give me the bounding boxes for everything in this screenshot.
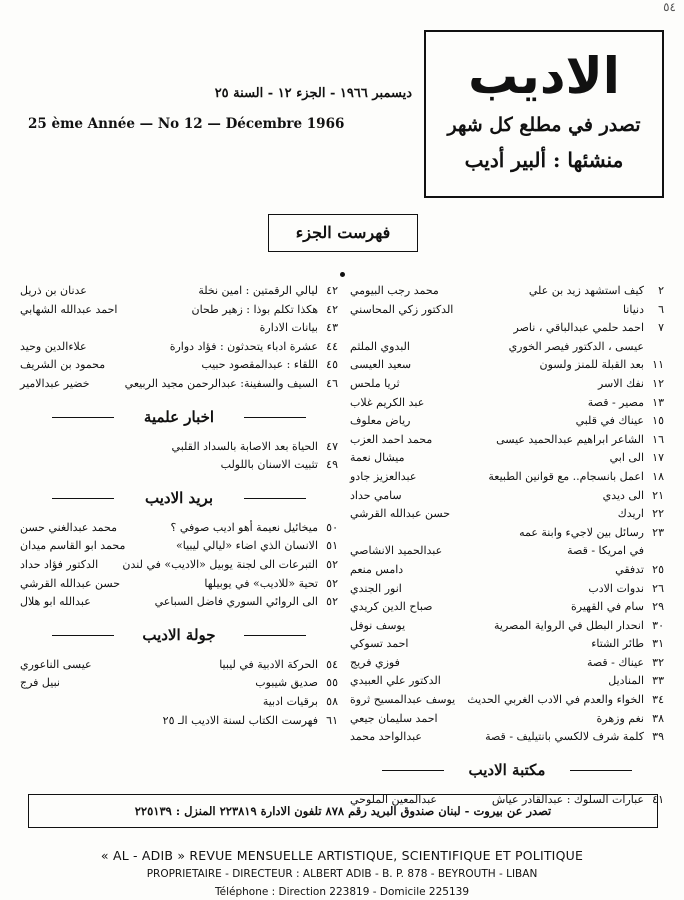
toc-entry: [20, 693, 338, 712]
toc-entry: [20, 593, 338, 612]
issue-line-french: 25 ème Année — No 12 — Décembre 1966: [28, 116, 345, 132]
toc-entry: [350, 394, 664, 413]
toc-entry-page-number: ٢٦: [652, 581, 664, 595]
toc-entry-title: في امريكا - قصة: [567, 544, 644, 558]
toc-entry-author: فوزي فريج: [350, 655, 400, 669]
toc-entry: [20, 375, 338, 394]
toc-entry-title: الى ديدي: [602, 488, 644, 502]
toc-entry: [20, 674, 338, 693]
toc-entry-page-number: ٢: [658, 284, 664, 297]
science-heading: اخبار علمية: [20, 402, 338, 432]
toc-entry-title: بيانات الادارة: [259, 321, 318, 335]
toc-entry: [350, 728, 664, 747]
masthead-box: [424, 30, 664, 198]
toc-entry-author: انور الجندي: [350, 581, 402, 595]
toc-entry-author: حسن عبدالله القرشي: [20, 576, 121, 590]
publisher-address-bar: تصدر عن بيروت - لبنان صندوق البريد رقم ٨٧٨ تلفون الادارة ٢٢٣٨١٩ المنزل : ٢٢٥١٣٩: [28, 794, 658, 828]
toc-entry-author: عبدالعزيز جادو: [350, 469, 417, 483]
toc-entry-title: اللقاء : عبدالمقصود حبيب: [201, 358, 318, 372]
toc-entry-author: يوسف عبدالمسيح ثروة: [350, 693, 456, 707]
toc-entry: [20, 575, 338, 594]
toc-entry: [350, 561, 664, 580]
toc-entry-page-number: ٥٤: [326, 657, 338, 671]
toc-entry-author: خضير عبدالامير: [20, 376, 90, 390]
toc-entry-title: اعمل بانسجام.. مع قوانين الطبيعة: [488, 469, 644, 483]
toc-entry-author: محمد رجب البيومي: [350, 284, 439, 297]
toc-entry-title: تثبيت الاسنان باللولب: [220, 458, 318, 472]
toc-entry: [350, 431, 664, 450]
toc-entry: [20, 301, 338, 320]
toc-entry-title: عبارات السلوك : عبدالقادر عياش: [491, 792, 644, 806]
toc-entry-title: كيف استشهد زيد بن علي: [528, 284, 644, 297]
toc-entry-page-number: ٣٤: [652, 693, 664, 707]
toc-entry-title: ليالي الرقمتين : امين نخلة: [198, 284, 318, 297]
toc-entry-author: محمود بن الشريف: [20, 358, 106, 372]
masthead-title: الاديب: [468, 47, 620, 105]
toc-entry-title: فهرست الكتاب لسنة الاديب الـ ٢٥: [162, 713, 318, 727]
issue-line-arabic: ديسمبر ١٩٦٦ - الجزء ١٢ - السنة ٢٥: [214, 86, 412, 101]
toc-entry-title: صديق شيبوب: [255, 676, 318, 690]
toc-entry-page-number: ١١: [652, 358, 664, 372]
toc-entry-page-number: ٦: [658, 302, 664, 316]
toc-entry-author: دامس منعم: [350, 562, 404, 576]
toc-entry-title: الحركة الادبية في ليبيا: [219, 657, 318, 671]
toc-entry: [350, 654, 664, 673]
toc-entry: [20, 537, 338, 556]
toc-entry-author: محمد عبدالغني حسن: [20, 520, 117, 534]
toc-entry-title: عيناك - قصة: [586, 655, 644, 669]
toc-entry-author: الدكتور زكي المحاسني: [350, 302, 454, 316]
toc-entry: [350, 542, 664, 561]
toc-entry-page-number: ١٦: [652, 432, 664, 446]
toc-entry-page-number: ٤٢: [326, 284, 338, 297]
toc-entry-page-number: ٤٣: [326, 321, 338, 335]
toc-entry-title: الحياة بعد الاصابة بالسداد القلبي: [171, 439, 318, 453]
toc-entry-page-number: ٥٠: [326, 520, 338, 534]
toc-entry-title: تدفقي: [615, 562, 644, 576]
toc-entry-title: الانسان الذي اضاء «ليالي ليبيا»: [176, 539, 318, 553]
toc-entry: [350, 468, 664, 487]
toc-entry-page-number: ٥٨: [326, 694, 338, 708]
toc-entry-title: التبرعات الى لجنة يوبيل «الاديب» في لندن: [122, 557, 318, 571]
toc-entry-page-number: ٣٠: [652, 618, 664, 632]
toc-entry: [350, 487, 664, 506]
toc-entry-author: الدكتور فؤاد حداد: [20, 557, 99, 571]
toc-entry-title: سام في القهيرة: [571, 600, 644, 614]
library-heading: مكتبة الاديب: [350, 755, 664, 785]
toc-entry-page-number: ١٨: [652, 469, 664, 483]
toc-entry-page-number: ٤٩: [326, 458, 338, 472]
toc-entry-title: نفك الاسر: [597, 376, 644, 390]
toc-entry-page-number: ٢٢: [652, 507, 664, 521]
toc-entry-title: مصير - قصة: [587, 395, 644, 409]
toc-entry-author: يوسف نوفل: [350, 618, 406, 632]
toc-entry: [350, 598, 664, 617]
toc-entry: [350, 635, 664, 654]
toc-entry-page-number: ٦١: [326, 713, 338, 727]
toc-entry: [350, 338, 664, 357]
toc-entry: [350, 505, 664, 524]
toc-entry-title: ندوات الادب: [588, 581, 644, 595]
toc-entry-author: عبدالله ابو هلال: [20, 595, 91, 609]
mail-entries: [20, 519, 338, 612]
footer-magazine-line: « AL - ADIB » REVUE MENSUELLE ARTISTIQUE, SCIENTIFIQUE ET POLITIQUE: [100, 848, 584, 863]
toc-entry: [20, 656, 338, 675]
toc-title: فهرست الجزء: [268, 214, 418, 252]
toc-entry-page-number: ١٢: [652, 376, 664, 390]
toc-entry-title: احمد حلمي عبدالباقي ، ناصر: [513, 321, 644, 335]
toc-entry-title: بعد القبلة للمنز ولسون: [539, 358, 644, 372]
toc-entry-page-number: ٣٢: [652, 655, 664, 669]
toc-entry-author: ميشال نعمة: [350, 451, 405, 465]
toc-entry-page-number: ٣٣: [652, 674, 664, 688]
toc-entry-author: الدكتور علي العبيدي: [350, 674, 441, 688]
toc-right-column: [350, 282, 664, 809]
toc-entry-title: ميخائيل نعيمة أهو اديب صوفي ؟: [170, 520, 318, 534]
toc-entry-title: عيسى ، الدكتور فيصر الخوري: [508, 339, 644, 353]
toc-entry-author: احمد عبدالله الشهابي: [20, 302, 118, 316]
toc-entry-page-number: ١٧: [652, 451, 664, 465]
toc-entry-author: حسن عبدالله القرشي: [350, 507, 451, 521]
toc-entry-title: انحدار البطل في الرواية المصرية: [494, 618, 644, 632]
toc-entry-page-number: ٢٣: [652, 525, 664, 539]
toc-entry-title: دنيانا: [622, 302, 644, 316]
page-corner-mark: ٥٤: [663, 0, 676, 14]
toc-entry: [350, 524, 664, 543]
toc-entry: [20, 319, 338, 338]
toc-entry-page-number: ١٣: [652, 395, 664, 409]
toc-entry: [350, 356, 664, 375]
tour-entries: [20, 656, 338, 730]
footer-telephone-line: Téléphone : Direction 223819 - Domicile 225139: [215, 886, 469, 898]
toc-entry-title: الخواء والعدم في الادب الغربي الحديث: [467, 693, 644, 707]
toc-entry: [20, 519, 338, 538]
toc-entry: [350, 580, 664, 599]
toc-entry-author: رياض معلوف: [350, 414, 411, 428]
toc-entry-title: برقيات ادبية: [262, 694, 318, 708]
toc-entry-title: نغم وزهرة: [596, 711, 644, 725]
mail-heading: بريد الاديب: [20, 483, 338, 513]
toc-entry: [350, 301, 664, 320]
toc-entry: [350, 412, 664, 431]
toc-entry-title: عيناك في قلبي: [575, 414, 644, 428]
toc-entry-title: الشاعر ابراهيم عبدالحميد عيسى: [496, 432, 644, 446]
toc-entry-author: احمد سليمان جيعي: [350, 711, 438, 725]
toc-entry-author: عبدالحميد الانشاصي: [350, 544, 443, 558]
science-entries: [20, 438, 338, 475]
footer-director-line: PROPRIETAIRE - DIRECTEUR : ALBERT ADIB - B. P. 878 - BEYROUTH - LIBAN: [146, 868, 538, 880]
toc-entry-title: الى ابي: [609, 451, 644, 465]
toc-entry-title: المناديل: [608, 674, 644, 688]
toc-entry: [20, 282, 338, 301]
toc-entry-title: كلمة شرف لالكسي بانتيليف - قصة: [485, 730, 644, 744]
toc-entry-page-number: ٥١: [326, 539, 338, 553]
toc-entry-title: رسائل بين لاجيء وابنة عمه: [519, 525, 644, 539]
toc-entry-author: ثريا ملحس: [350, 376, 400, 390]
toc-entry-page-number: ٥٢: [326, 576, 338, 590]
toc-entry-page-number: ٤١: [652, 792, 664, 806]
toc-entry: [20, 456, 338, 475]
toc-entry-author: محمد ابو القاسم ميدان: [20, 539, 126, 553]
toc-entry-title: السيف والسفينة: عبدالرحمن مجيد الربيعي: [124, 376, 318, 390]
toc-entry: [20, 356, 338, 375]
toc-entry-author: صباح الدين كريدي: [350, 600, 433, 614]
toc-entry-title: هكذا تكلم بوذا : زهير طحان: [191, 302, 318, 316]
toc-entry-author: عدنان بن ذريل: [20, 284, 87, 297]
masthead-owner: منشئها : ألبير أديب: [464, 148, 624, 172]
toc-entry-page-number: ٢٩: [652, 600, 664, 614]
toc-entry: [20, 338, 338, 357]
toc-entry-author: سامي حداد: [350, 488, 402, 502]
toc-entry-title: تحية «للاديب» في يوبيلها: [204, 576, 318, 590]
toc-entry-author: عبدالواحد محمد: [350, 730, 422, 744]
toc-left-column: [20, 282, 338, 730]
toc-entry-page-number: ٢١: [652, 488, 664, 502]
toc-entry-author: عبد الكريم غلاب: [350, 395, 425, 409]
toc-entry-page-number: ٤٥: [326, 358, 338, 372]
tour-heading: جولة الاديب: [20, 620, 338, 650]
toc-entry-page-number: ٤٧: [326, 439, 338, 453]
toc-entry-page-number: ٤٢: [326, 302, 338, 316]
toc-entry-page-number: ٥٢: [326, 595, 338, 609]
toc-left-entries: [20, 282, 338, 394]
toc-entry: [350, 710, 664, 729]
toc-entry-author: احمد تسوكي: [350, 637, 409, 651]
toc-entry-author: عيسى الناعوري: [20, 657, 92, 671]
toc-entry: [350, 672, 664, 691]
masthead-subtitle: تصدر في مطلع كل شهر: [447, 114, 641, 136]
toc-entry: [350, 282, 664, 301]
toc-entry-page-number: ٣٩: [652, 730, 664, 744]
toc-entry: [20, 556, 338, 575]
toc-entry-author: عبدالمعين الملوحي: [350, 792, 437, 806]
toc-entry-page-number: ٤٦: [326, 376, 338, 390]
toc-entry: [350, 617, 664, 636]
toc-entry-title: طائر الشتاء: [591, 637, 644, 651]
toc-entry-title: اريدك: [617, 507, 644, 521]
toc-entry: [20, 438, 338, 457]
toc-entry: [350, 319, 664, 338]
toc-entry-page-number: ٣٨: [652, 711, 664, 725]
toc-entry-author: محمد احمد العزب: [350, 432, 433, 446]
toc-entry-page-number: ١٥: [652, 414, 664, 428]
toc-entry-author: نبيل فرج: [20, 676, 60, 690]
toc-entry: [350, 691, 664, 710]
toc-entry: [20, 712, 338, 731]
toc-entry: [350, 375, 664, 394]
toc-entry-title: الى الروائي السوري فاضل السباعي: [154, 595, 318, 609]
toc-entry-author: البدوي الملثم: [350, 339, 410, 353]
toc-entry: [350, 449, 664, 468]
toc-entry-title: عشرة ادباء يتحدثون : فؤاد دوارة: [169, 339, 318, 353]
toc-entry-page-number: ٧: [658, 321, 664, 335]
toc-entry-page-number: ٤٤: [326, 339, 338, 353]
toc-entry-page-number: ٥٢: [326, 557, 338, 571]
column-divider-dot: [340, 272, 345, 277]
toc-entry-author: سعيد العيسى: [350, 358, 412, 372]
toc-entry-page-number: ٣١: [652, 637, 664, 651]
toc-right-entries: [350, 282, 664, 747]
toc-entry-page-number: ٥٥: [326, 676, 338, 690]
toc-entry-page-number: ٢٥: [652, 562, 664, 576]
toc-entry-author: علاءالدين وحيد: [20, 339, 87, 353]
